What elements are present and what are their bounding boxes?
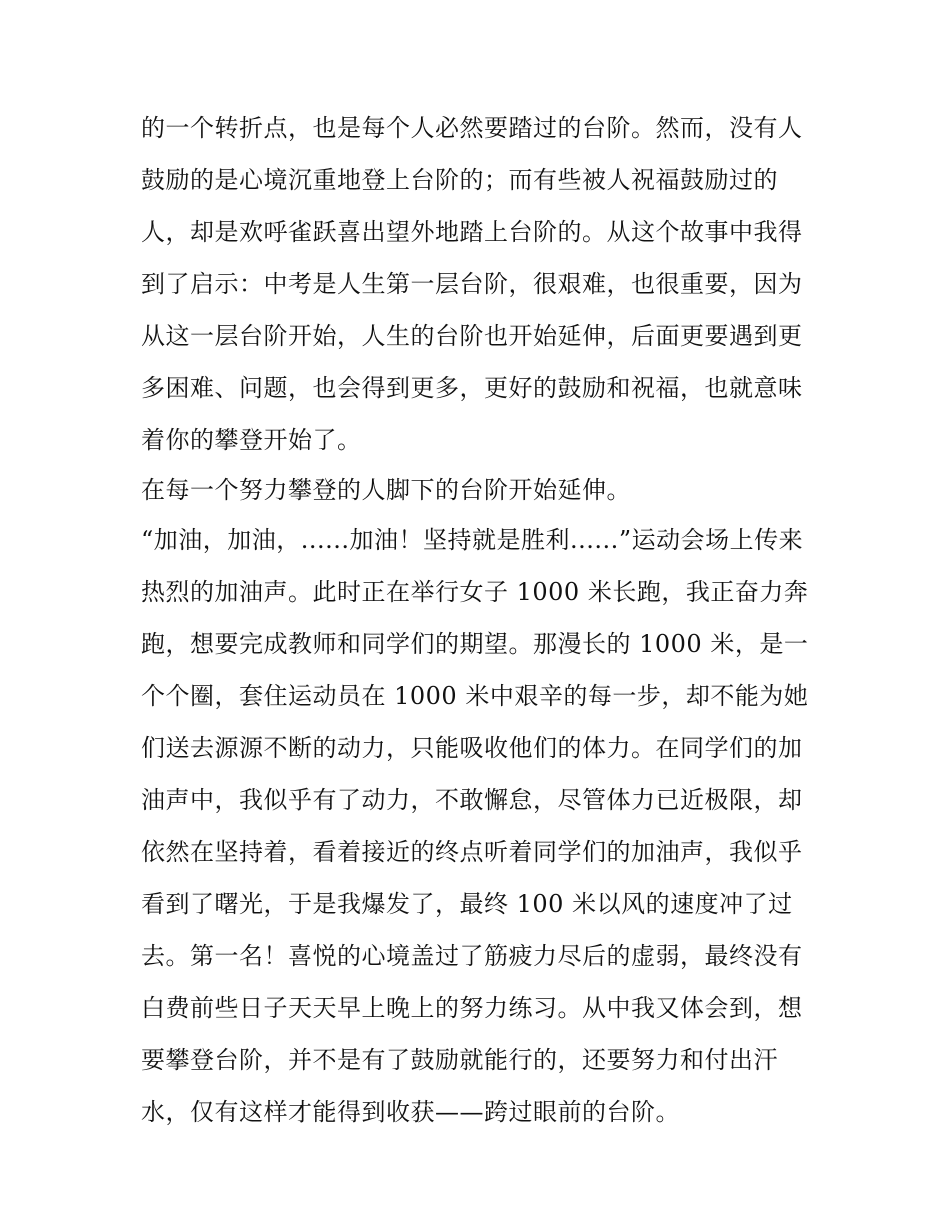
text-line: 要攀登台阶，并不是有了鼓励就能行的，还要努力和付出汗 [141, 1046, 778, 1074]
text-line: 的一个转折点，也是每个人必然要踏过的台阶。然而，没有人 [141, 114, 803, 142]
text-line: 水，仅有这样才能得到收获——跨过眼前的台阶。 [141, 1098, 680, 1126]
text-line: 跑，想要完成教师和同学们的期望。那漫长的 1000 米，是一 [141, 630, 809, 658]
text-line: 多困难、问题，也会得到更多，更好的鼓励和祝福，也就意味 [141, 374, 803, 402]
text-line: 在每一个努力攀登的人脚下的台阶开始延伸。 [141, 476, 631, 504]
text-line: 个个圈，套住运动员在 1000 米中艰辛的每一步，却不能为她 [141, 682, 809, 710]
text-line: 去。第一名！喜悦的心境盖过了筋疲力尽后的虚弱，最终没有 [141, 942, 803, 970]
text-line: 热烈的加油声。此时正在举行女子 1000 米长跑，我正奋力奔 [141, 578, 809, 606]
text-line: 看到了曙光，于是我爆发了，最终 100 米以风的速度冲了过 [141, 890, 793, 918]
text-line: 到了启示：中考是人生第一层台阶，很艰难，也很重要，因为 [141, 270, 803, 298]
text-line: 白费前些日子天天早上晚上的努力练习。从中我又体会到，想 [141, 994, 803, 1022]
text-line: 着你的攀登开始了。 [141, 426, 362, 454]
text-line: 依然在坚持着，看着接近的终点听着同学们的加油声，我似乎 [141, 838, 803, 866]
text-line: 从这一层台阶开始，人生的台阶也开始延伸，后面更要遇到更 [141, 322, 803, 350]
text-line: 鼓励的是心境沉重地登上台阶的；而有些被人祝福鼓励过的 [141, 166, 778, 194]
text-line: 人，却是欢呼雀跃喜出望外地踏上台阶的。从这个故事中我得 [141, 218, 803, 246]
text-line: 们送去源源不断的动力，只能吸收他们的体力。在同学们的加 [141, 734, 803, 762]
text-line: 油声中，我似乎有了动力，不敢懈怠，尽管体力已近极限，却 [141, 786, 803, 814]
text-line: “加油，加油，......加油！坚持就是胜利......”运动会场上传来 [141, 526, 804, 554]
document-body [141, 102, 821, 1138]
